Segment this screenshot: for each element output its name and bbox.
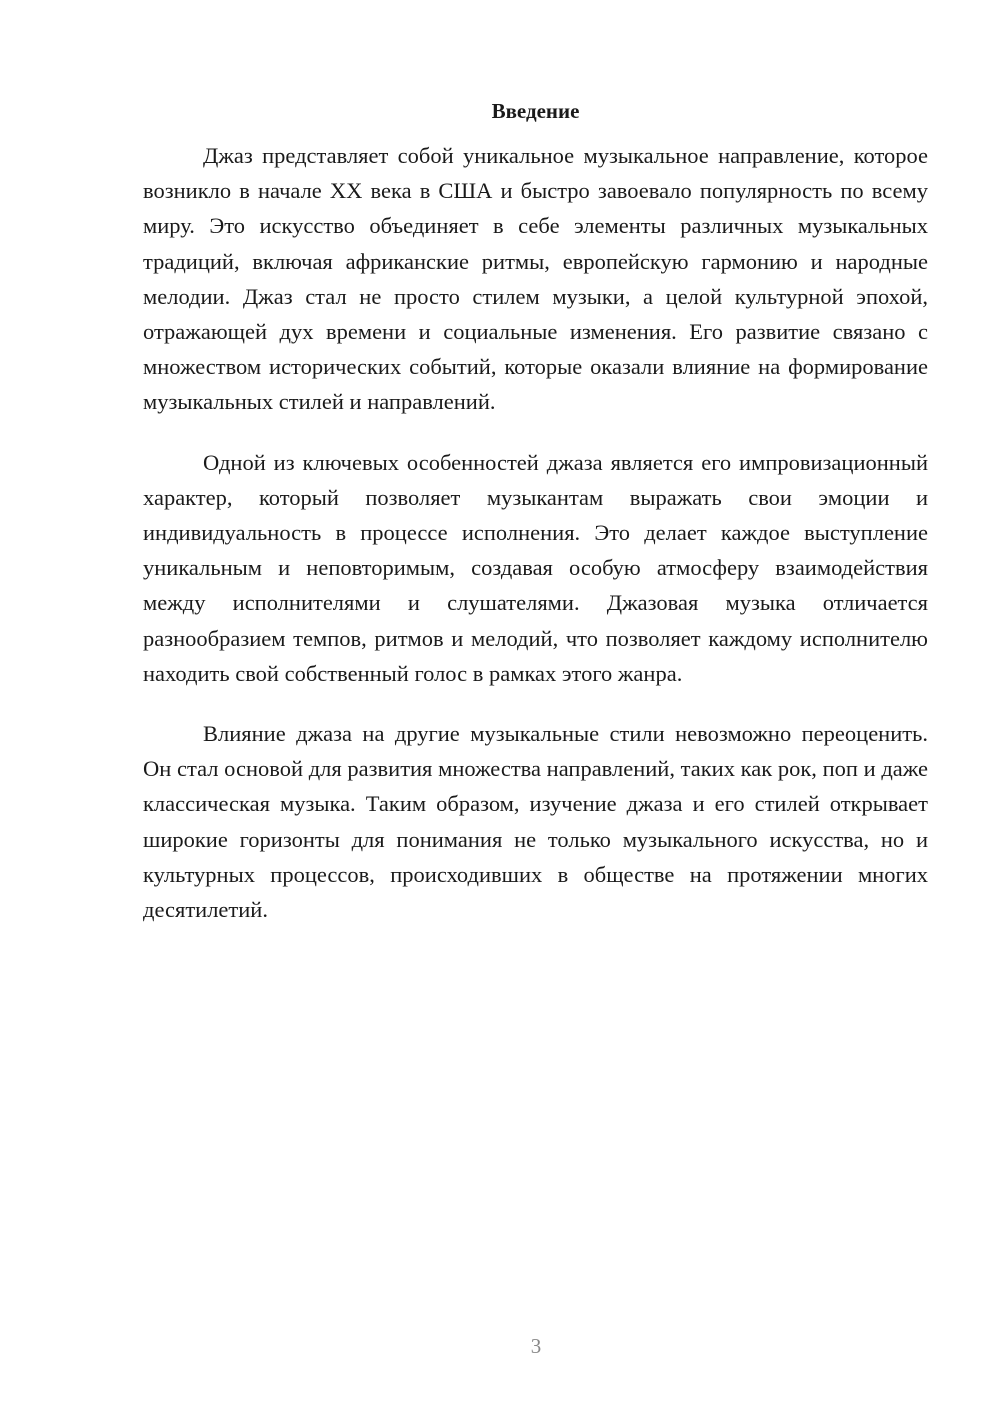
paragraph-1: Джаз представляет собой уникальное музыкальное направление, которое возникло в начале XX века в США и быстро завоевало популярность по всему миру. Это искусство объединяет в себе элементы различных музыкальных традиций, включая африканские ритмы, европейскую гармонию и народные мелодии. Джаз стал не просто стилем музыки, а целой культурной эпохой, отражающей дух времени и социальные изменения. Его развитие связано с множеством исторических событий, которые оказали влияние на формирование музыкальных стилей и направлений.: [143, 143, 928, 415]
page-number: 3: [530, 1334, 542, 1358]
paragraph-2: Одной из ключевых особенностей джаза является его импровизационный характер, который позволяет музыкантам выражать свои эмоции и индивидуальность в процессе исполнения. Это делает каждое выступление уникальным и неповторимым, создавая особую атмосферу взаимодействия между исполнителями и слушателями. Джазовая музыка отличается разнообразием темпов, ритмов и мелодий, что позволяет каждому исполнителю находить свой собственный голос в рамках этого жанра.: [143, 449, 928, 686]
paragraph-3: Влияние джаза на другие музыкальные стили невозможно переоценить. Он стал основой для развития множества направлений, таких как рок, поп и даже классическая музыка. Таким образом, изучение джаза и его стилей открывает широкие горизонты для понимания не только музыкального искусства, но и культурных процессов, происходивших в обществе на протяжении многих десятилетий.: [143, 721, 928, 923]
section-heading: Введение: [491, 99, 580, 123]
page-content: [143, 96, 928, 952]
